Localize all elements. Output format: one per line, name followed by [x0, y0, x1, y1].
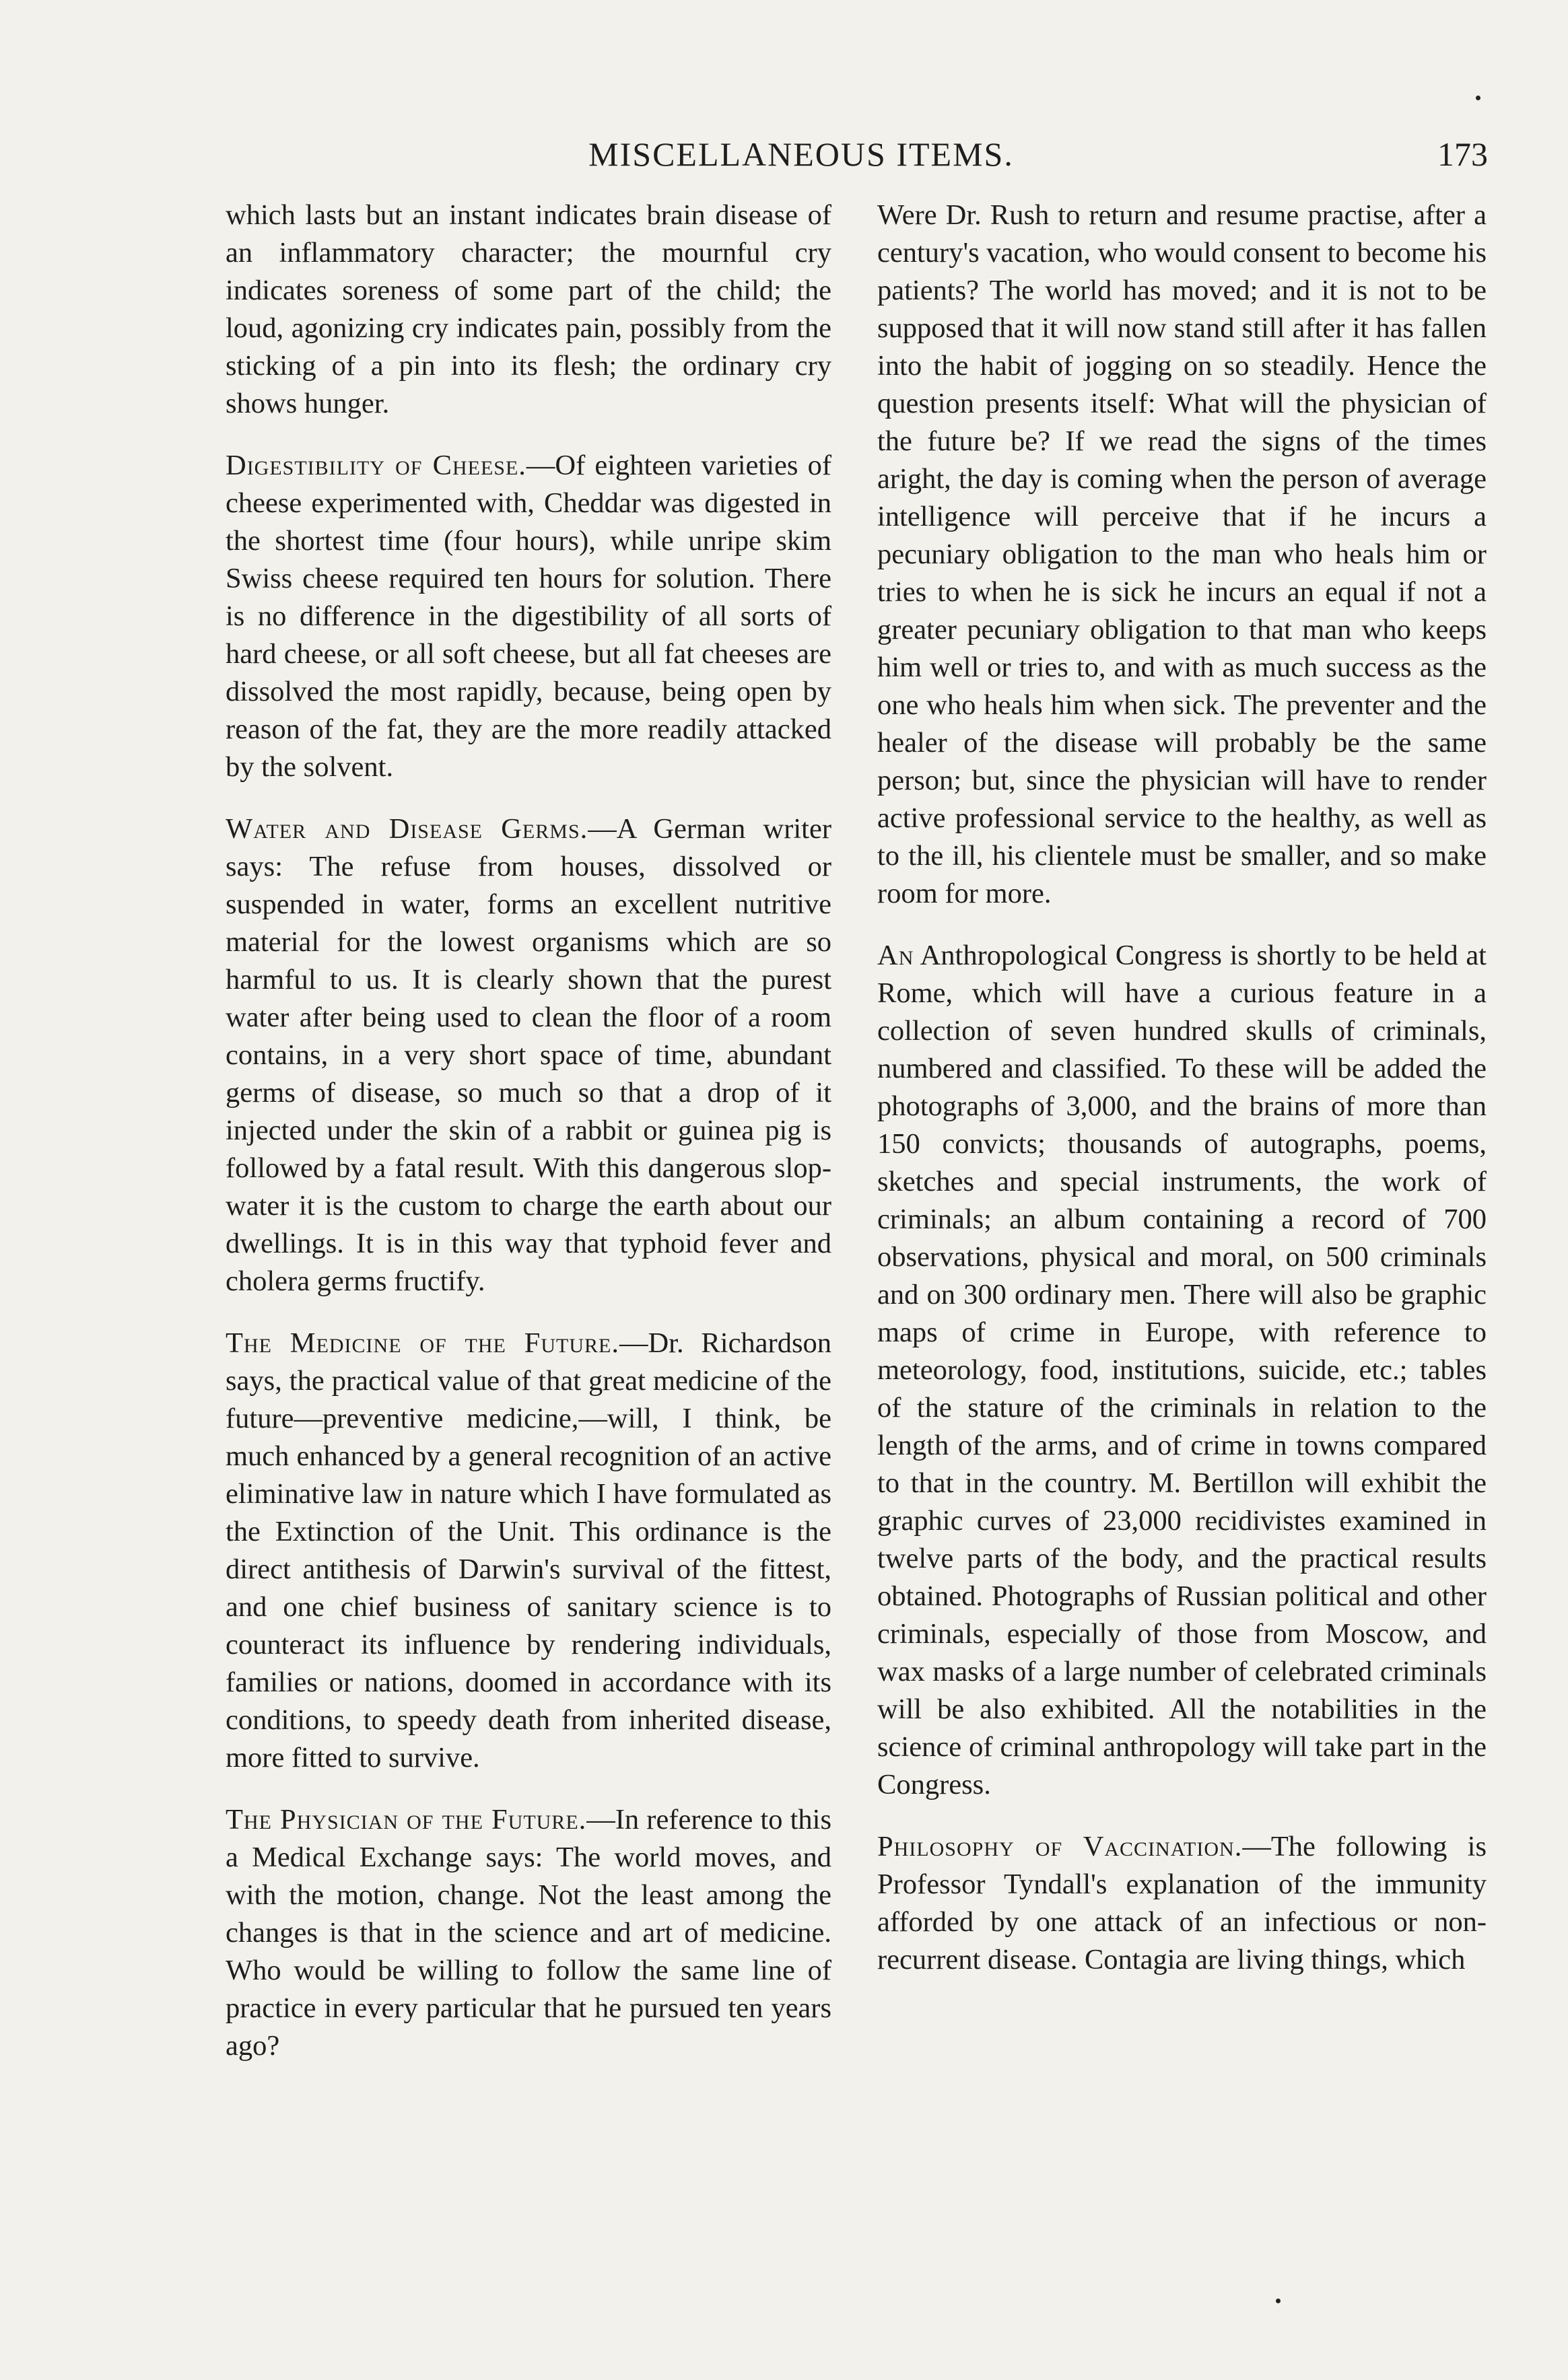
water-item	[226, 810, 831, 1300]
physician-cont-text: Were Dr. Rush to return and resume practise, after a century's vacation, who would consent to become his patients? The world has moved; and it is not to be supposed that it will now stand still after it has fallen into the habit of jogging on so steadily. Hence the question presents itself: What will the physician of the future be? If we read the signs of the times aright, the day is coming when the person of average intelligence will perceive that if he incurs a pecuniary obligation to the man who heals him or tries to when he is sick he incurs an equal if not a greater pecuniary obligation to that man who keeps him well or tries to, and with as much success as the one who heals him when sick. The preventer and the healer of the disease will probably be the same person; but, since the physician will have to render active professional service to the healthy, as well as to the ill, his clientele must be smaller, and so make room for more.	[877, 199, 1487, 909]
medicine-item	[226, 1325, 831, 1777]
physician-continuation	[877, 197, 1487, 913]
continuation-text: which lasts but an instant indicates brain disease of an inflammatory character; the mournful cry indicates soreness of some part of the child; the loud, agonizing cry indicates pain, possibly from the sticking of a pin into its flesh; the ordinary cry shows hunger.	[226, 199, 831, 419]
medicine-body: —Dr. Richardson says, the practical value of that great medicine of the future—preventive medicine,—will, I think, be much enhanced by a general recognition of an active eliminative law in nature which I have formulated as the Extinction of the Unit. This ordinance is the direct antithesis of Darwin's survival of the fittest, and one chief business of sanitary science is to counteract its influence by rendering individuals, families or nations, doomed in accordance with its conditions, to speedy death from inherited disease, more fitted to survive.	[226, 1327, 831, 1774]
cheese-title: Digestibility of Cheese.	[226, 450, 526, 481]
physician-title: The Physician of the Future.	[226, 1804, 587, 1835]
vaccination-body: —The following is Professor Tyndall's explanation of the immunity afforded by one attack of an infectious or non-recurrent disease. Contagia are living things, which	[877, 1831, 1487, 1975]
water-title: Water and Disease Germs.	[226, 813, 588, 845]
running-head: MISCELLANEOUS ITEMS.	[588, 135, 1014, 173]
page-number: 173	[1437, 135, 1488, 173]
left-column	[226, 197, 831, 2065]
physician-body: —In reference to this a Medical Exchange says: The world moves, and with the motion, change. Not the least among the changes is that in the science and art of medicine. Who would be willing to follow the same line of practice in every particular that he pursued ten years ago?	[226, 1804, 831, 2062]
physician-item	[226, 1801, 831, 2065]
cheese-body: —Of eighteen varieties of cheese experimented with, Cheddar was digested in the shortest time (four hours), while unripe skim Swiss cheese required ten hours for solution. There is no difference in the digestibility of all sorts of hard cheese, or all soft cheese, but all fat cheeses are dissolved the most rapidly, because, being open by reason of the fat, they are the more readily attacked by the solvent.	[226, 450, 831, 783]
congress-body: Anthropological Congress is shortly to be held at Rome, which will have a curious feature in a collection of seven hundred skulls of criminals, numbered and classified. To these will be added the photographs of 3,000, and the brains of more than 150 convicts; thousands of autographs, poems, sketches and special instruments, the work of criminals; an album containing a record of 700 observations, physical and moral, on 500 criminals and on 300 ordinary men. There will also be graphic maps of crime in Europe, with reference to meteorology, food, institutions, suicide, etc.; tables of the stature of the criminals in relation to the length of the arms, and of crime in towns compared to that in the country. M. Bertillon will exhibit the graphic curves of 23,000 recidivistes examined in twelve parts of the body, and the practical results obtained. Photographs of Russian political and other criminals, especially of those from Moscow, and wax masks of a large number of celebrated criminals will be also exhibited. All the notabilities in the science of criminal anthropology will take part in the Congress.	[877, 940, 1487, 1800]
right-column	[877, 197, 1487, 1979]
continuation-paragraph	[226, 197, 831, 423]
vaccination-title: Philosophy of Vaccination.	[877, 1831, 1243, 1862]
vaccination-item	[877, 1828, 1487, 1979]
print-speck	[1476, 96, 1480, 100]
cheese-item	[226, 447, 831, 786]
congress-lead: An	[877, 940, 914, 971]
congress-item	[877, 937, 1487, 1804]
print-speck	[1276, 2299, 1281, 2303]
water-body: —A German writer says: The refuse from houses, dissolved or suspended in water, forms an excellent nutritive material for the lowest organisms which are so harmful to us. It is clearly shown that the purest water after being used to clean the floor of a room contains, in a very short space of time, abundant germs of disease, so much so that a drop of it injected under the skin of a rabbit or guinea pig is followed by a fatal result. With this dangerous slop-water it is the custom to charge the earth about our dwellings. It is in this way that typhoid fever and cholera germs fructify.	[226, 813, 831, 1297]
medicine-title: The Medicine of the Future.	[226, 1327, 619, 1359]
page-header	[229, 135, 1488, 188]
